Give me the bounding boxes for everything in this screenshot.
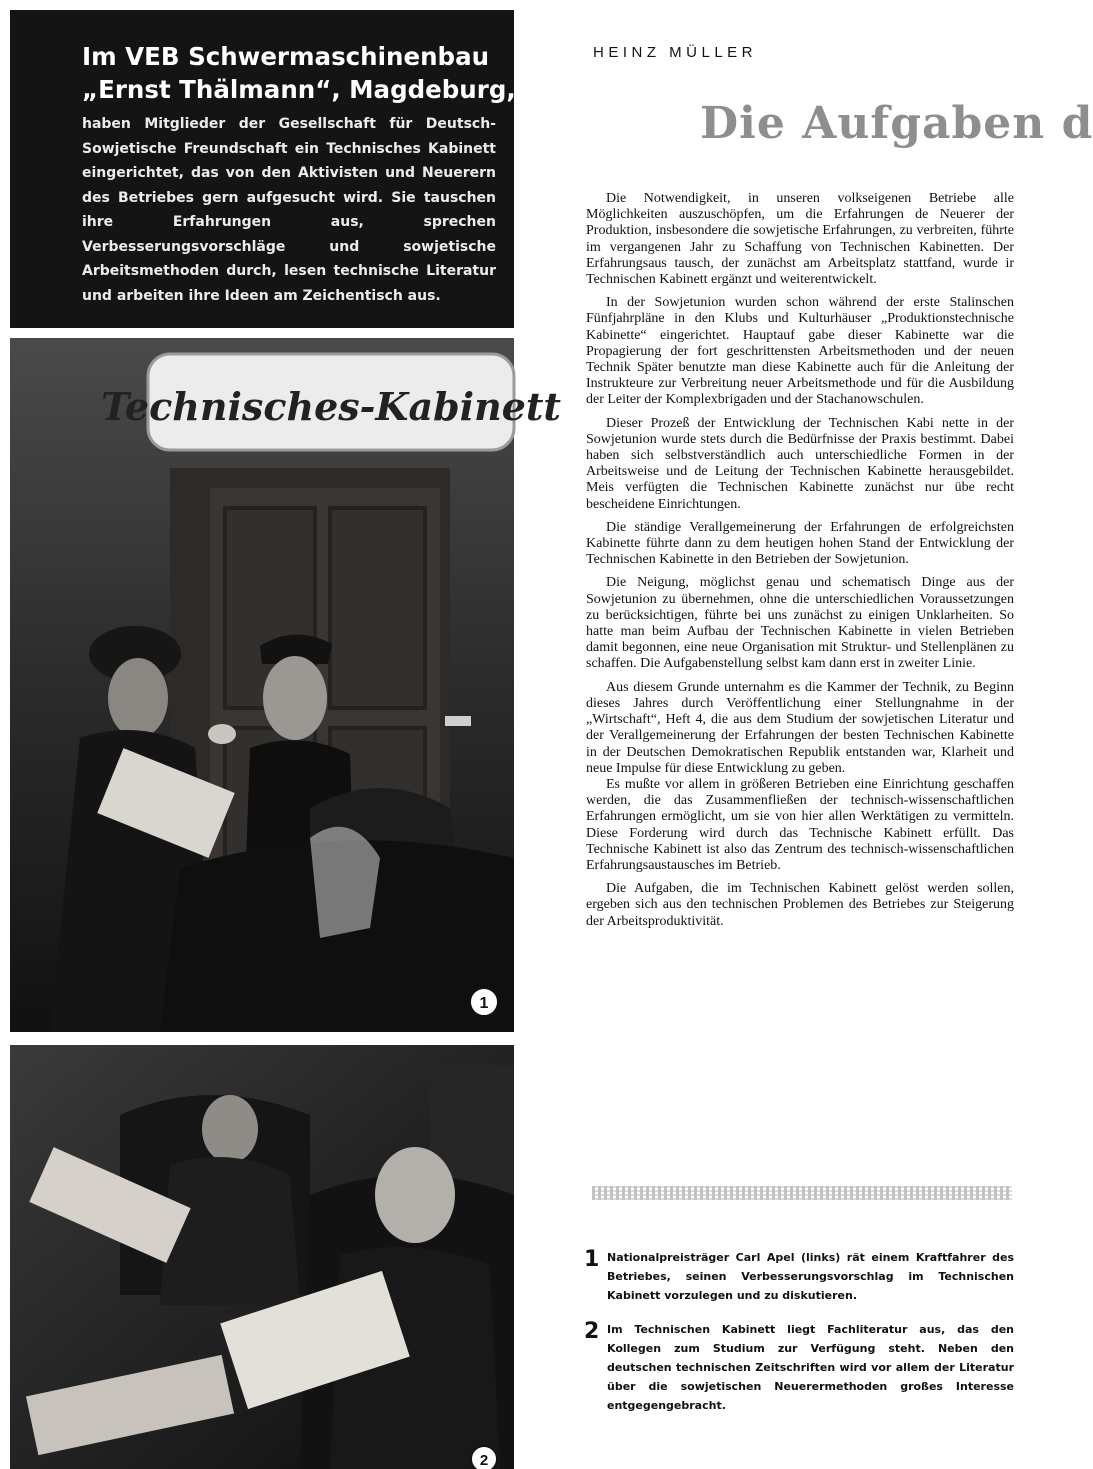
article-body <box>586 191 1014 937</box>
door-panel-2 <box>330 508 425 708</box>
photo-technical-cabinet-discussion <box>10 338 561 1032</box>
caption-1 <box>584 1248 1014 1305</box>
newspaper <box>310 827 380 938</box>
intro-box <box>10 10 514 328</box>
article-paragraph-2: In der Sowjetunion wurden schon während der erste Stalinschen Fünfjahrpläne in den Klubs und Kulturhäuser „Produktionstechnische Kabinette“ eingerichtet. Hauptauf gabe dieser Kabinette war die Propagierung der fort geschrittensten Arbeitsmethoden und der neuen Technik Später benutzte man diese Kabinette auch für die Anleitung der Instrukteure zur Verbreitung neuer Arbeitsmethode und für die Ausbildung der Leiter der Komplexbrigaden und der Stachanowschulen. <box>586 295 1014 408</box>
photo-1-number: 1 <box>479 995 489 1012</box>
caption-2 <box>584 1320 1014 1415</box>
article-paragraph-3: Dieser Prozeß der Entwicklung der Technischen Kabi nette in der Sowjetunion wurde stets durch die Bedürfnisse der Praxis bestimmt. Dabei haben sich selbstverständlich auch unterschiedliche Formen in der Arbeitsweise und de Leitung der Technischen Kabinette herausgebildet. Meis verfügten die Technischen Kabinette zunächst nur übe recht bescheidene Einrichtungen. <box>586 415 1014 512</box>
cabinet-sign-text: Technisches-Kabinett <box>101 384 561 429</box>
article-paragraph-4: Die ständige Verallgemeinerung der Erfahrungen de erfolgreichsten Kabinette führte dann zu dem heutigen hohen Stand der Entwicklung der Technischen Kabinette in den Betrieben der Sowjetunion. <box>586 519 1014 568</box>
intro-headline-line-2: „Ernst Thälmann“, Magdeburg, <box>82 75 516 104</box>
man-left-face <box>202 1095 258 1163</box>
article-title: Die Aufgaben d <box>700 98 1093 149</box>
caption-1-number: 1 <box>584 1247 600 1272</box>
intro-headline-line-1: Im VEB Schwermaschinenbau <box>82 42 490 71</box>
caption-2-number: 2 <box>584 1319 600 1344</box>
photo-2-number: 2 <box>479 1452 489 1469</box>
article-paragraph-1: Die Notwendigkeit, in unseren volkseigenen Betriebe alle Möglichkeiten auszuschöpfen, um die Erfahrungen de Neuerer der Produktion, insbesondere die sowjetische Erfahrungen, zu verbreiten, führte im vergangenen Jahr zu Schaffung von Technischen Kabinetten. Der Erfahrungsaus tausch, der zunächst am Arbeitsplatz stattfand, wurde ir Technischen Kabinett ergänzt und weiterentwickelt. <box>586 191 1014 288</box>
article-paragraph-5: Die Neigung, möglichst genau und schematisch Dinge aus der Sowjetunion zu übernehmen, ohne die unterschiedlichen Voraussetzungen zu berücksichtigen, führte bei uns zunächst zu einigen Unklarheiten. So hatte man beim Aufbau der Technischen Kabinette in vielen Betrieben damit begonnen, eine neue Organisation mit Struktur- und Stellenplänen zu schaffen. Die Aufgabenstellung selbst kam dann erst in zweiter Linie. <box>586 575 1014 672</box>
author-name: HEINZ MÜLLER <box>593 44 758 61</box>
caption-2-text: Im Technischen Kabinett liegt Fachliteratur aus, das den Kollegen zum Studium zur Verfügung steht. Neben den deutschen technischen Zeitschriften wird vor allem der Literatur über die sowjetischen Neuerermethoden großes Interesse entgegengebracht. <box>607 1323 1014 1412</box>
person-right-face <box>263 656 327 740</box>
door-handle <box>445 716 471 726</box>
caption-1-text: Nationalpreisträger Carl Apel (links) rät einem Kraftfahrer des Betriebes, seinen Verbesserungsvorschlag im Technischen Kabinett vorzulegen und zu diskutieren. <box>607 1251 1014 1302</box>
photo-1-image <box>10 338 561 1032</box>
article-paragraph-8: Die Aufgaben, die im Technischen Kabinett gelöst werden sollen, ergeben sich aus den technischen Problemen des Betriebes zur Steigerung der Arbeitsproduktivität. <box>586 881 1014 929</box>
article-paragraph-7: Es mußte vor allem in größeren Betrieben eine Einrichtung geschaffen werden, die das Zusammenfließen der technisch-wissenschaftlichen Erfahrungen ermöglicht, um sie von hier allen Werktätigen zu vermitteln. Diese Forderung wird durch das Technische Kabinett erfüllt. Das Technische Kabinett ist also das Zentrum des technisch-wissenschaftlichen Erfahrungsaustausches im Betrieb. <box>586 776 1014 873</box>
photo-reading-literature <box>10 1045 514 1469</box>
person-left-face <box>108 658 168 738</box>
intro-body: haben Mitglieder der Gesellschaft für Deutsch-Sowjetische Freundschaft ein Technisches Kabinett eingerichtet, das von den Aktivisten und Neuerern des Betriebes gern aufgesucht wird. Sie tauschen ihre Erfahrungen aus, sprechen Verbesserungsvorschläge und sowjetische Arbeitsmethoden durch, lesen technische Literatur und arbeiten ihre Ideen am Zeichentisch aus. <box>82 116 496 304</box>
decorative-divider <box>592 1186 1012 1200</box>
photo-2-image <box>10 1045 514 1469</box>
man-right-head <box>375 1147 455 1243</box>
article-paragraph-6: Aus diesem Grunde unternahm es die Kammer der Technik, zu Beginn dieses Jahres durch Veröffentlichung einer Stellungnahme in der „Wirtschaft“, Heft 4, die aus dem Studium der sowjetischen Literatur und der Verallgemeinerung der Erfahrungen der besten Technischen Kabinette in der Deutschen Demokratischen Republik entstanden war, Klarheit und neue Impulse für diese Entwicklung zu geben. <box>586 679 1014 776</box>
person-left-hand <box>208 724 236 744</box>
man-left-sweater <box>160 1157 300 1305</box>
